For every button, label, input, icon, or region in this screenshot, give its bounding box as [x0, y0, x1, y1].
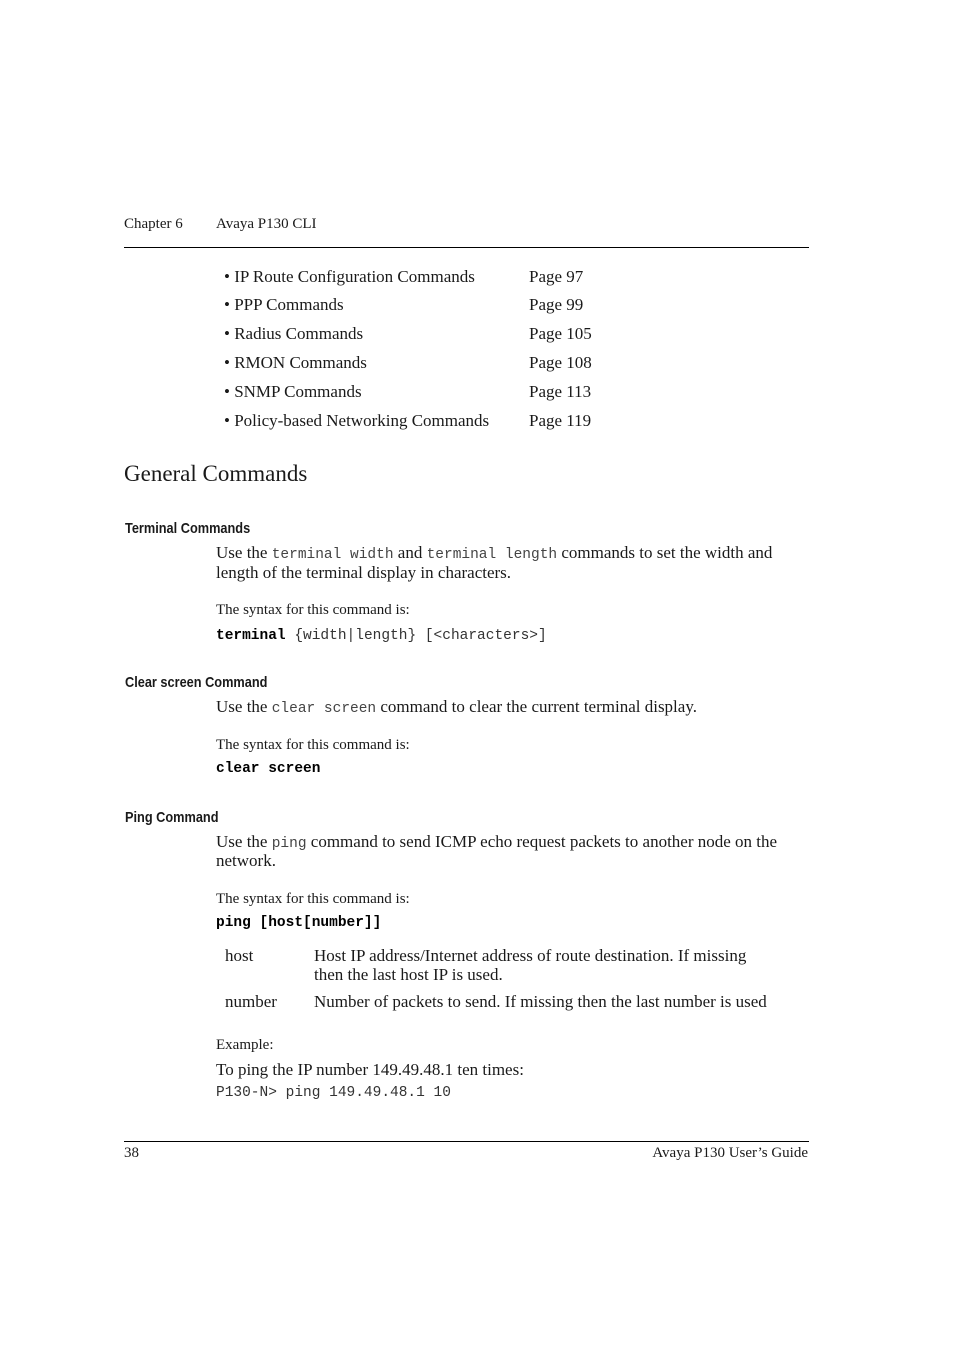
- text: commands to set the width and: [561, 543, 773, 562]
- section-title: General Commands: [124, 461, 308, 486]
- toc-item-page: Page 113: [529, 382, 592, 401]
- syntax-args: {width|length} [<characters>]: [285, 628, 547, 644]
- toc-item-label: • IP Route Configuration Commands: [224, 267, 475, 286]
- terminal-heading: Terminal Commands: [125, 520, 251, 537]
- inline-code: terminal width: [271, 547, 394, 563]
- chapter-title: Avaya P130 CLI: [216, 216, 317, 232]
- text: Use the: [216, 697, 268, 716]
- syntax-command: terminal: [216, 628, 286, 644]
- clear-syntax: clear screen: [216, 761, 321, 777]
- clear-heading: Clear screen Command: [125, 674, 268, 691]
- inline-code: clear screen: [271, 701, 377, 717]
- inline-code: ping: [271, 836, 307, 852]
- toc-item-label: • Radius Commands: [224, 324, 364, 343]
- example-label: Example:: [216, 1037, 274, 1053]
- param-name: host: [225, 946, 254, 965]
- ping-paragraph-line1: [216, 832, 777, 854]
- toc-item-label: • RMON Commands: [224, 353, 367, 372]
- clear-paragraph: [216, 697, 697, 719]
- toc-item-page: Page 105: [529, 324, 592, 343]
- terminal-syntax: [216, 626, 547, 644]
- toc-item-page: Page 99: [529, 295, 584, 314]
- clear-syntax-intro: The syntax for this command is:: [216, 737, 410, 753]
- terminal-paragraph-line2: length of the terminal display in characters.: [216, 563, 512, 582]
- toc-item-page: Page 108: [529, 353, 592, 372]
- toc-item-label: • PPP Commands: [224, 295, 344, 314]
- header-rule: [124, 247, 809, 248]
- toc-item-label: • Policy-based Networking Commands: [224, 411, 490, 430]
- example-command: P130-N> ping 149.49.48.1 10: [216, 1085, 451, 1101]
- param-desc: then the last host IP is used.: [314, 965, 503, 984]
- param-name: number: [225, 992, 277, 1011]
- terminal-syntax-intro: The syntax for this command is:: [216, 602, 410, 618]
- param-desc: Number of packets to send. If missing then the last number is used: [314, 992, 767, 1011]
- toc-item-page: Page 119: [529, 411, 592, 430]
- ping-paragraph-line2: network.: [216, 851, 276, 870]
- text: Use the: [216, 832, 268, 851]
- toc-item-label: • SNMP Commands: [224, 382, 362, 401]
- ping-syntax: ping [host[number]]: [216, 915, 382, 931]
- page-number: 38: [124, 1145, 139, 1161]
- text: command to send ICMP echo request packets to another node on the: [310, 832, 778, 851]
- example-text: To ping the IP number 149.49.48.1 ten times:: [216, 1060, 524, 1079]
- ping-syntax-intro: The syntax for this command is:: [216, 891, 410, 907]
- terminal-paragraph-line1: [216, 543, 772, 565]
- text: command to clear the current terminal display.: [380, 697, 697, 716]
- toc-item-page: Page 97: [529, 267, 584, 286]
- ping-heading: Ping Command: [125, 809, 219, 826]
- chapter-label: Chapter 6: [124, 216, 183, 232]
- inline-code: terminal length: [426, 547, 558, 563]
- guide-title: Avaya P130 User’s Guide: [652, 1145, 808, 1161]
- text: and: [397, 543, 423, 562]
- param-desc: Host IP address/Internet address of route destination. If missing: [314, 946, 747, 965]
- footer-rule: [124, 1141, 809, 1142]
- text: Use the: [216, 543, 268, 562]
